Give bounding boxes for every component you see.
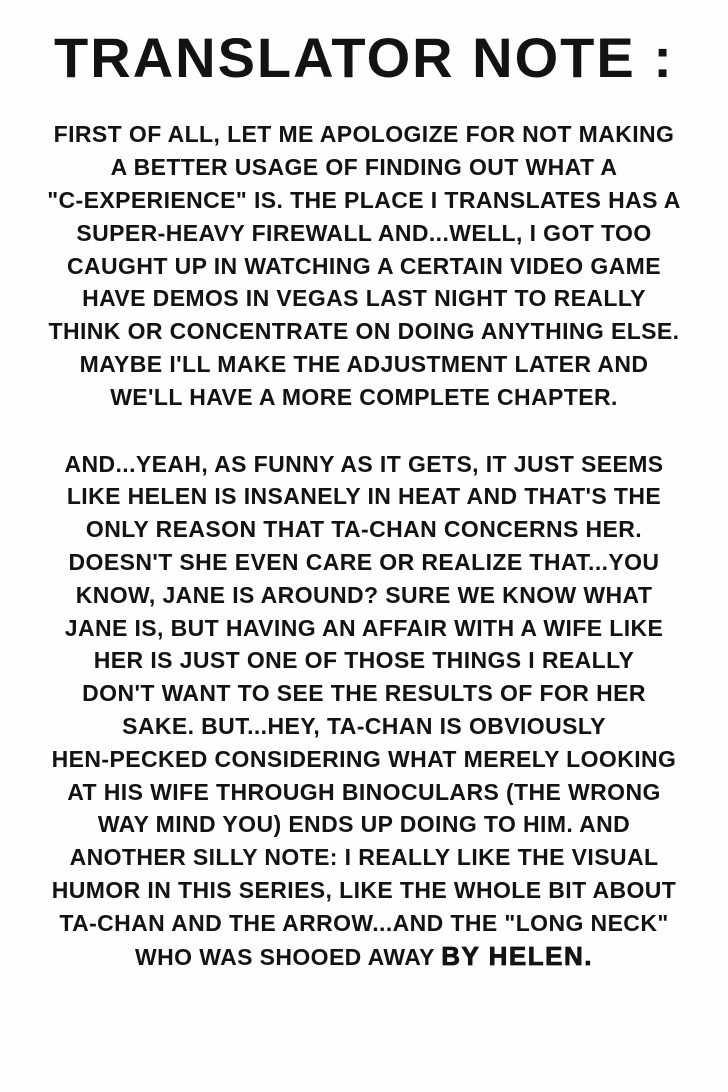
note-line: ANOTHER SILLY NOTE: I REALLY LIKE THE VISUAL <box>69 844 659 871</box>
note-line: HAVE DEMOS IN VEGAS LAST NIGHT TO REALLY <box>82 285 646 312</box>
note-line: HEN-PECKED CONSIDERING WHAT MERELY LOOKING <box>51 745 677 772</box>
note-line: SAKE. BUT...HEY, TA-CHAN IS OBVIOUSLY <box>122 712 606 739</box>
note-line: HER IS JUST ONE OF THOSE THINGS I REALLY <box>93 647 635 674</box>
note-line: WAY MIND YOU) ENDS UP DOING TO HIM. AND <box>97 811 631 838</box>
note-line: CAUGHT UP IN WATCHING A CERTAIN VIDEO GAME <box>67 252 661 279</box>
paragraph-gap <box>0 414 728 448</box>
note-line: JANE IS, BUT HAVING AN AFFAIR WITH A WIFE LIKE <box>64 614 664 641</box>
note-line: HUMOR IN THIS SERIES, LIKE THE WHOLE BIT ABOUT <box>51 876 677 903</box>
note-line: LIKE HELEN IS INSANELY IN HEAT AND THAT'S THE <box>66 483 662 510</box>
note-line: AT HIS WIFE THROUGH BINOCULARS (THE WRONG <box>67 778 661 805</box>
note-paragraph-1 <box>14 118 714 413</box>
note-paragraph-2 <box>14 448 714 974</box>
note-line: KNOW, JANE IS AROUND? SURE WE KNOW WHAT <box>75 581 653 608</box>
note-line: DON'T WANT TO SEE THE RESULTS OF FOR HER <box>82 680 646 707</box>
note-line: WE'LL HAVE A MORE COMPLETE CHAPTER. <box>110 383 618 410</box>
closing-line <box>14 940 714 974</box>
note-line: AND...YEAH, AS FUNNY AS IT GETS, IT JUST SEEMS <box>64 450 664 477</box>
closing-line-regular-text: WHO WAS SHOOED AWAY <box>135 943 442 970</box>
note-line: ONLY REASON THAT TA-CHAN CONCERNS HER. <box>85 516 643 543</box>
note-line: "C-EXPERIENCE" IS. THE PLACE I TRANSLATES HAS A <box>47 186 681 213</box>
note-line: DOESN'T SHE EVEN CARE OR REALIZE THAT...YOU <box>68 548 660 575</box>
note-line: THINK OR CONCENTRATE ON DOING ANYTHING ELSE. <box>48 318 680 345</box>
note-line: A BETTER USAGE OF FINDING OUT WHAT A <box>110 154 618 181</box>
page-title: TRANSLATOR NOTE : <box>54 26 674 89</box>
note-line: TA-CHAN AND THE ARROW...AND THE "LONG NECK" <box>59 909 669 936</box>
note-line: SUPER-HEAVY FIREWALL AND...WELL, I GOT TOO <box>76 219 652 246</box>
note-line: FIRST OF ALL, LET ME APOLOGIZE FOR NOT MAKING <box>53 121 675 148</box>
closing-line-emphasis-text: BY HELEN. <box>441 940 593 971</box>
note-line: MAYBE I'LL MAKE THE ADJUSTMENT LATER AND <box>79 350 649 377</box>
